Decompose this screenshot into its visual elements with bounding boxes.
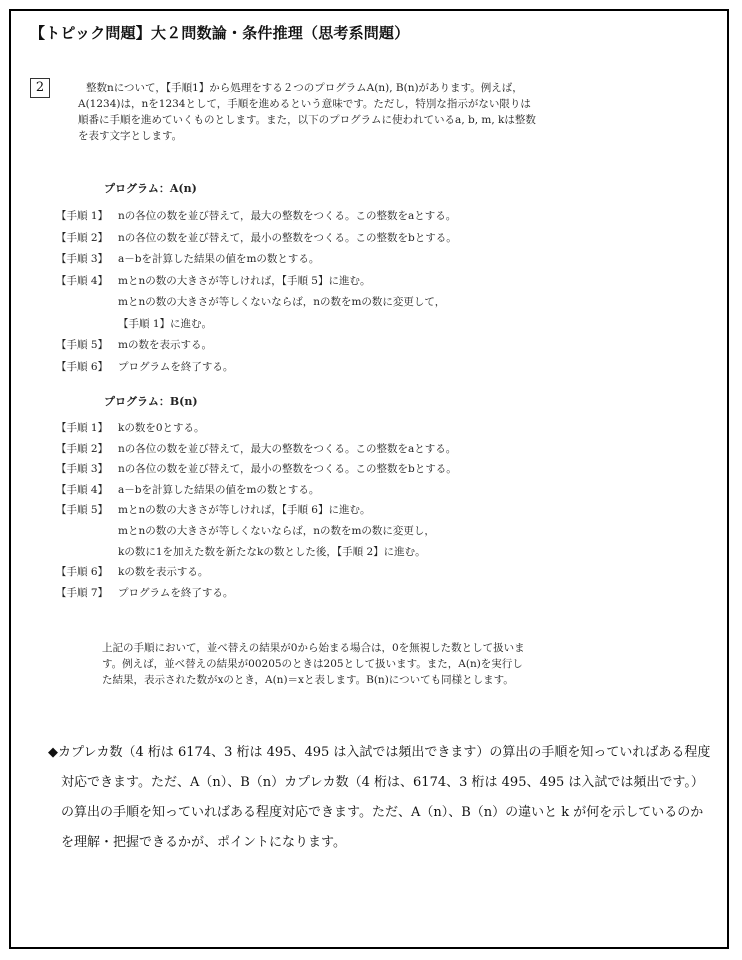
step-text: mの数を表示する。 <box>118 339 212 351</box>
step-text: nの各位の数を並び替えて，最小の整数をつくる。この整数をbとする。 <box>118 463 457 476</box>
step-text: mとnの数の大きさが等しければ，【手順 5】に進む。 mとnの数の大きさが等しくないならば，nの数をmの数に変更して， 【手順 1】に進む。 <box>118 274 446 330</box>
step-row <box>56 335 526 357</box>
step-label: 【手順 3】 <box>56 253 109 265</box>
program-b-steps <box>56 418 526 603</box>
step-label: 【手順 2】 <box>56 442 109 455</box>
step-row <box>56 357 526 379</box>
problem-intro: 整数nについて，【手順1】から処理をする２つのプログラムA(n), B(n)があります。例えば，A(1234)は，nを1234として，手順を進めるという意味です。ただし，特別な指示がない限りは順番に手順を進めていくものとします。また，以下のプログラムに使われているa, b, m, kは整数を表す文字とします。 <box>78 82 536 142</box>
step-label: 【手順 3】 <box>56 463 109 476</box>
step-label: 【手順 5】 <box>56 504 109 517</box>
step-label: 【手順 1】 <box>56 422 109 434</box>
step-text: プログラムを終了する。 <box>118 360 234 373</box>
problem-number: 2 <box>30 78 50 98</box>
step-text: kの数を表示する。 <box>118 566 209 579</box>
problem-note: 上記の手順において，並べ替えの結果が0から始まる場合は，0を無視した数として扱います。例えば，並べ替えの結果が00205のときは205として扱います。また，A(n)を実行した結果，表示された数がxのとき，A(n)＝xと表します。B(n)についても同様とします。 <box>102 642 525 686</box>
step-row <box>56 418 526 439</box>
step-text: a－bを計算した結果の値をmの数とする。 <box>118 483 320 496</box>
step-text: nの各位の数を並び替えて，最小の整数をつくる。この整数をbとする。 <box>118 231 457 244</box>
step-label: 【手順 6】 <box>56 360 109 373</box>
page-title: 【トピック問題】大２問数論・条件推理（思考系問題） <box>30 24 410 42</box>
step-text: mとnの数の大きさが等しければ，【手順 6】に進む。 mとnの数の大きさが等しくないならば，nの数をmの数に変更し， kの数に1を加えた数を新たなkの数とした後，【手順 2】に進む。 <box>118 504 435 558</box>
step-row <box>56 500 526 562</box>
step-row <box>56 249 526 271</box>
step-label: 【手順 1】 <box>56 210 109 222</box>
step-label: 【手順 5】 <box>56 339 109 351</box>
commentary: ◆カプレカ数（4 桁は 6174、3 桁は 495、495 は入試では頻出できます）の算出の手順を知っていればある程度対応できます。ただ、A（n）、B（n）カプレカ数（4 桁は、6174、3 桁は 495、495 は入試では頻出です。）の算出の手順を知っていればある程度対応できます。ただ、A（n）、B（n）の違いと k が何を示しているのかを理解・把握できるかが、ポイントになります。 <box>48 745 711 850</box>
step-row <box>56 271 526 336</box>
step-label: 【手順 6】 <box>56 566 109 579</box>
step-text: nの各位の数を並び替えて，最大の整数をつくる。この整数をaとする。 <box>118 210 457 222</box>
step-text: nの各位の数を並び替えて，最大の整数をつくる。この整数をaとする。 <box>118 442 457 455</box>
program-b-title: プログラム：B(n) <box>104 395 198 408</box>
step-label: 【手順 4】 <box>56 274 109 287</box>
step-text: プログラムを終了する。 <box>118 586 234 599</box>
step-row <box>56 562 526 583</box>
step-label: 【手順 2】 <box>56 231 109 244</box>
step-label: 【手順 7】 <box>56 586 109 599</box>
step-row <box>56 459 526 480</box>
step-text: kの数を0とする。 <box>118 422 205 434</box>
step-row <box>56 206 526 228</box>
step-text: a－bを計算した結果の値をmの数とする。 <box>118 253 320 265</box>
step-row <box>56 439 526 460</box>
step-row <box>56 583 526 604</box>
step-row <box>56 480 526 501</box>
step-label: 【手順 4】 <box>56 483 109 496</box>
program-a-title: プログラム：A(n) <box>104 182 197 195</box>
step-row <box>56 228 526 250</box>
program-a-steps <box>56 206 526 378</box>
